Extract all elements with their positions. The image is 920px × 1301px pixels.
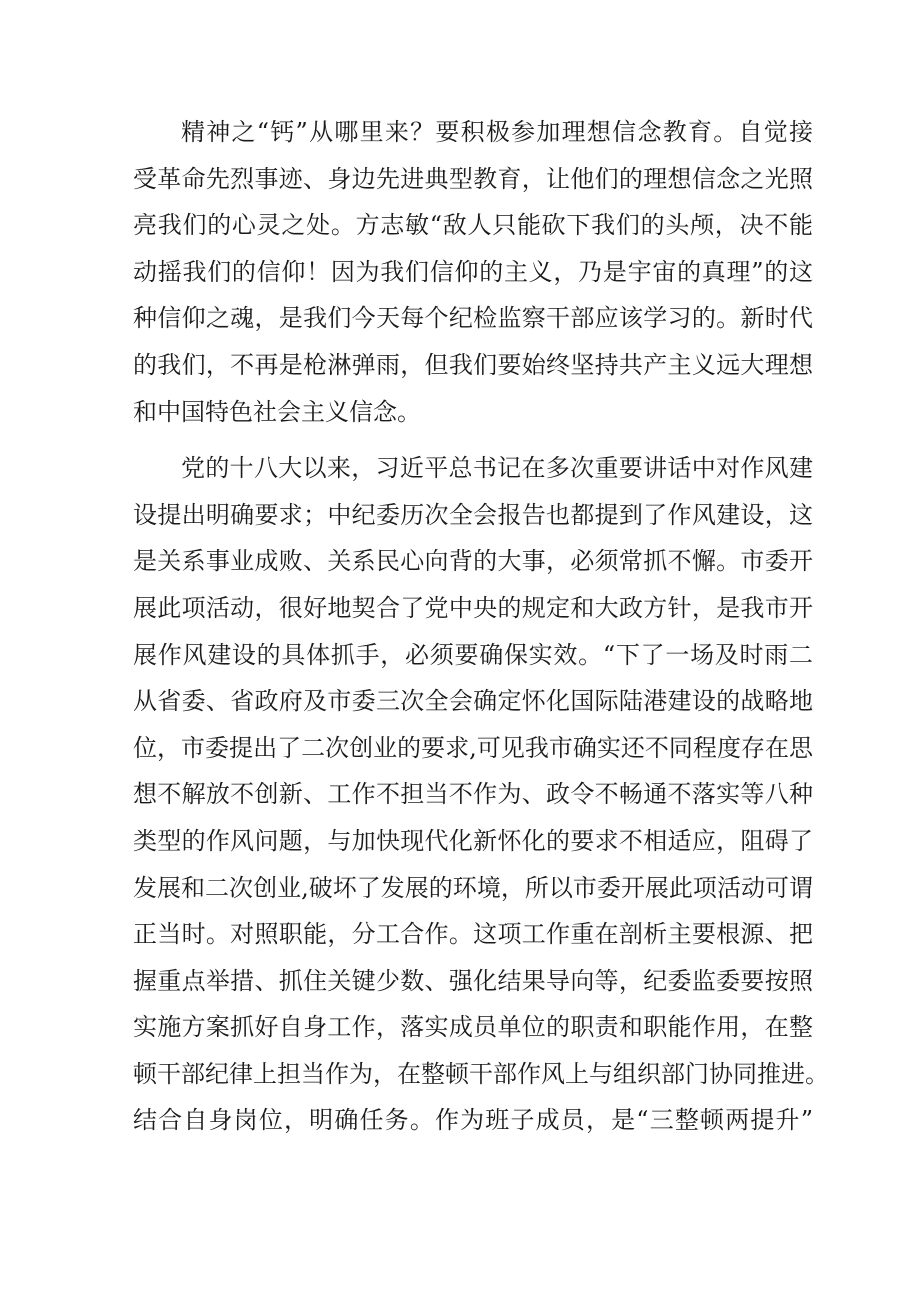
text-line: 正当时。对照职能，分工合作。这项工作重在剖析主要根源、把 — [133, 920, 813, 949]
text-line: 从省委、省政府及市委三次全会确定怀化国际陆港建设的战略地 — [133, 687, 813, 716]
paragraph-2 — [133, 445, 829, 1144]
text-line: 设提出明确要求；中纪委历次全会报告也都提到了作风建设，这 — [133, 500, 813, 529]
text-line: 党的十八大以来，习近平总书记在多次重要讲话中对作风建 — [181, 454, 813, 483]
text-line: 是关系事业成败、关系民心向背的大事，必须常抓不懈。市委开 — [133, 547, 813, 576]
text-line: 类型的作风问题，与加快现代化新怀化的要求不相适应，阻碍了 — [133, 826, 813, 855]
text-line: 展此项活动，很好地契合了党中央的规定和大政方针，是我市开 — [133, 593, 813, 622]
paragraph-1 — [133, 109, 813, 435]
text-line: 想不解放不创新、工作不担当不作为、政令不畅通不落实等八种 — [133, 780, 813, 809]
text-line: 的我们，不再是枪淋弹雨，但我们要始终坚持共产主义远大理想 — [133, 350, 813, 379]
text-line: 精神之“钙”从哪里来？要积极参加理想信念教育。自觉接 — [181, 118, 813, 146]
text-line: 发展和二次创业,破坏了发展的环境，所以市委开展此项活动可谓 — [133, 873, 813, 902]
paragraph-spacer — [133, 435, 813, 445]
text-line: 实施方案抓好自身工作，落实成员单位的职责和职能作用，在整 — [133, 1013, 813, 1042]
text-line: 握重点举措、抓住关键少数、强化结果导向等，纪委监委要按照 — [133, 966, 813, 995]
document-body — [133, 109, 829, 1144]
text-line: 展作风建设的具体抓手，必须要确保实效。“下了一场及时雨二 — [133, 640, 813, 669]
text-line: 和中国特色社会主义信念。 — [133, 397, 421, 426]
text-line: 结合自身岗位，明确任务。作为班子成员，是“三整顿两提升” — [133, 1106, 813, 1135]
text-line: 顿干部纪律上担当作为，在整顿干部作风上与组织部门协同推进。 — [133, 1059, 829, 1088]
text-line: 种信仰之魂，是我们今天每个纪检监察干部应该学习的。新时代 — [133, 304, 813, 333]
text-line: 动摇我们的信仰！因为我们信仰的主义，乃是宇宙的真理”的这 — [133, 257, 813, 286]
text-line: 受革命先烈事迹、身边先进典型教育，让他们的理想信念之光照 — [133, 164, 813, 193]
text-line: 位，市委提出了二次创业的要求,可见我市确实还不同程度存在思 — [133, 733, 813, 762]
text-line: 亮我们的心灵之处。方志敏“敌人只能砍下我们的头颅，决不能 — [133, 211, 813, 240]
